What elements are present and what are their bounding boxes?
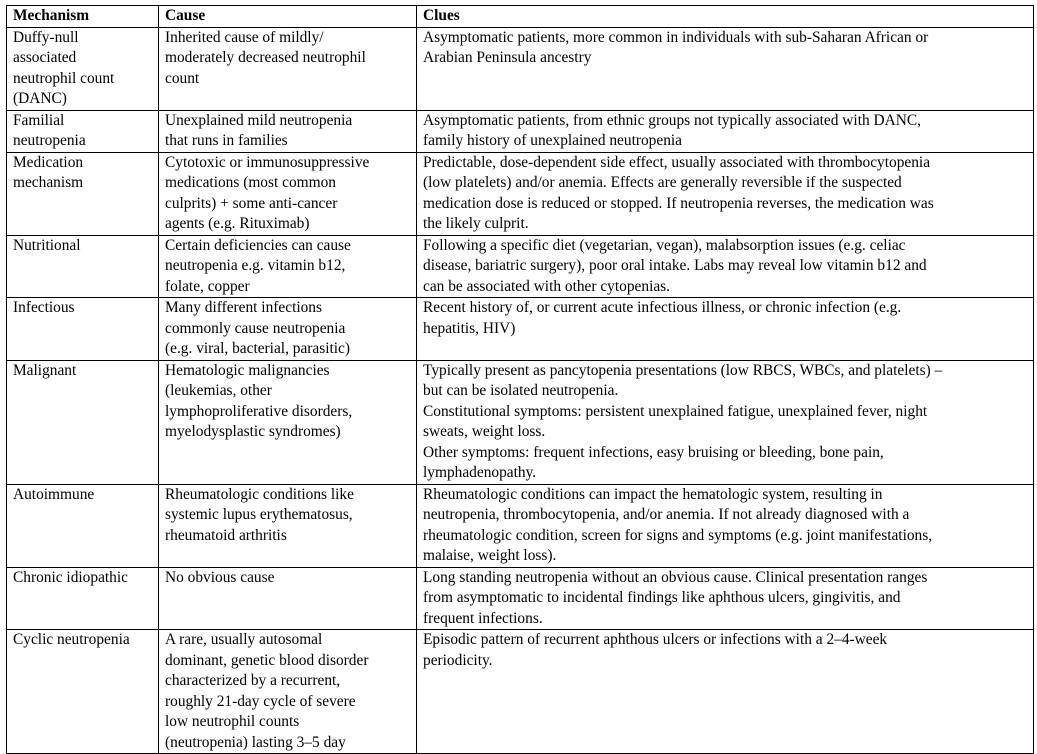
mechanism-cell: [7, 110, 159, 152]
clues-cell: [417, 567, 1034, 630]
cause-cell: [159, 360, 417, 484]
cause-cell: [159, 235, 417, 298]
cause-text: Inherited cause of mildly/ moderately decreased neutrophil count: [165, 28, 366, 87]
clues-cell: [417, 360, 1034, 484]
table-row: [7, 110, 1034, 152]
clues-cell: [417, 27, 1034, 110]
cause-cell: [159, 27, 417, 110]
table-row: [7, 567, 1034, 630]
cause-text: Unexplained mild neutropenia that runs in families: [165, 111, 353, 149]
mechanism-text: Nutritional: [13, 236, 81, 254]
mechanism-text: Familial neutropenia: [13, 111, 86, 149]
mechanism-text: Duffy-null associated neutrophil count (DANC): [13, 28, 115, 107]
mechanism-text: Chronic idiopathic: [13, 568, 128, 586]
mechanism-cell: [7, 298, 159, 361]
neutropenia-mechanisms-table: [6, 5, 1034, 754]
clues-text: Asymptomatic patients, from ethnic groups not typically associated with DANC, family history of unexplained neutropenia: [423, 111, 921, 149]
mechanism-cell: [7, 27, 159, 110]
mechanism-cell: [7, 360, 159, 484]
header-mechanism: Mechanism: [7, 6, 159, 28]
cause-text: Cytotoxic or immunosuppressive medications (most common culprits) + some anti-cancer agents (e.g. Rituximab): [165, 153, 370, 232]
table-row: [7, 27, 1034, 110]
cause-cell: [159, 630, 417, 754]
cause-cell: [159, 298, 417, 361]
mechanism-cell: [7, 152, 159, 235]
cause-cell: [159, 110, 417, 152]
clues-cell: [417, 298, 1034, 361]
clues-text: Rheumatologic conditions can impact the hematologic system, resulting in neutropenia, thrombocytopenia, and/or anemia. If not already diagnosed with a rheumatologic condition, screen for signs and symptoms (e.g. joint manifestations, malaise, weight loss).: [423, 485, 933, 564]
mechanism-cell: [7, 484, 159, 567]
clues-cell: [417, 630, 1034, 754]
mechanism-cell: [7, 630, 159, 754]
cause-text: No obvious cause: [165, 568, 275, 586]
cause-text: Certain deficiencies can cause neutropenia e.g. vitamin b12, folate, copper: [165, 236, 351, 295]
clues-cell: [417, 235, 1034, 298]
clues-text: Following a specific diet (vegetarian, vegan), malabsorption issues (e.g. celiac disease, bariatric surgery), poor oral intake. Labs may reveal low vitamin b12 and can be associated with other cytopenias.: [423, 236, 927, 295]
cause-text: Many different infections commonly cause neutropenia (e.g. viral, bacterial, parasitic): [165, 299, 351, 357]
clues-cell: [417, 484, 1034, 567]
cause-text: Rheumatologic conditions like systemic lupus erythematosus, rheumatoid arthritis: [165, 485, 354, 544]
cause-text: A rare, usually autosomal dominant, genetic blood disorder characterized by a recurrent, roughly 21-day cycle of severe low neutrophil counts (neutropenia) lasting 3–5 day: [165, 631, 369, 751]
cause-cell: [159, 484, 417, 567]
header-row: [7, 6, 1034, 28]
clues-cell: [417, 110, 1034, 152]
cause-text: Hematologic malignancies (leukemias, other lymphoproliferative disorders, myelodysplastic syndromes): [165, 361, 353, 440]
clues-text: Predictable, dose-dependent side effect, usually associated with thrombocytopenia (low platelets) and/or anemia. Effects are generally reversible if the suspected medication dose is reduced or stopped. If neutropenia reverses, the medication was the likely culprit.: [423, 153, 934, 232]
table-row: [7, 235, 1034, 298]
clues-text: Episodic pattern of recurrent aphthous ulcers or infections with a 2–4-week periodicity.: [423, 631, 888, 669]
header-cause: Cause: [159, 6, 417, 28]
mechanism-text: Infectious: [13, 299, 75, 316]
mechanism-text: Medication mechanism: [13, 153, 84, 191]
table-row: [7, 360, 1034, 484]
mechanism-text: Malignant: [13, 361, 77, 379]
table-row: [7, 298, 1034, 361]
clues-text: Long standing neutropenia without an obvious cause. Clinical presentation ranges from asymptomatic to incidental findings like aphthous ulcers, gingivitis, and frequent infections.: [423, 568, 928, 627]
clues-text: Asymptomatic patients, more common in individuals with sub-Saharan African or Arabian Peninsula ancestry: [423, 28, 929, 66]
mechanism-text: Autoimmune: [13, 485, 95, 503]
table-row: [7, 484, 1034, 567]
clues-text: Recent history of, or current acute infectious illness, or chronic infection (e.g. hepatitis, HIV): [423, 299, 902, 337]
cause-cell: [159, 567, 417, 630]
clues-text: Typically present as pancytopenia presentations (low RBCS, WBCs, and platelets) – but can be isolated neutropenia. Constitutional symptoms: persistent unexplained fatigue, unexplained fever, night sweats, weight loss. Other symptoms: frequent infections, easy bruising or bleeding, bone pain, lymphadenopathy.: [423, 361, 943, 481]
clues-cell: [417, 152, 1034, 235]
mechanism-cell: [7, 235, 159, 298]
cause-cell: [159, 152, 417, 235]
mechanism-text: Cyclic neutropenia: [13, 631, 130, 648]
mechanism-cell: [7, 567, 159, 630]
table-row: [7, 630, 1034, 754]
header-clues: Clues: [417, 6, 1034, 28]
table-row: [7, 152, 1034, 235]
